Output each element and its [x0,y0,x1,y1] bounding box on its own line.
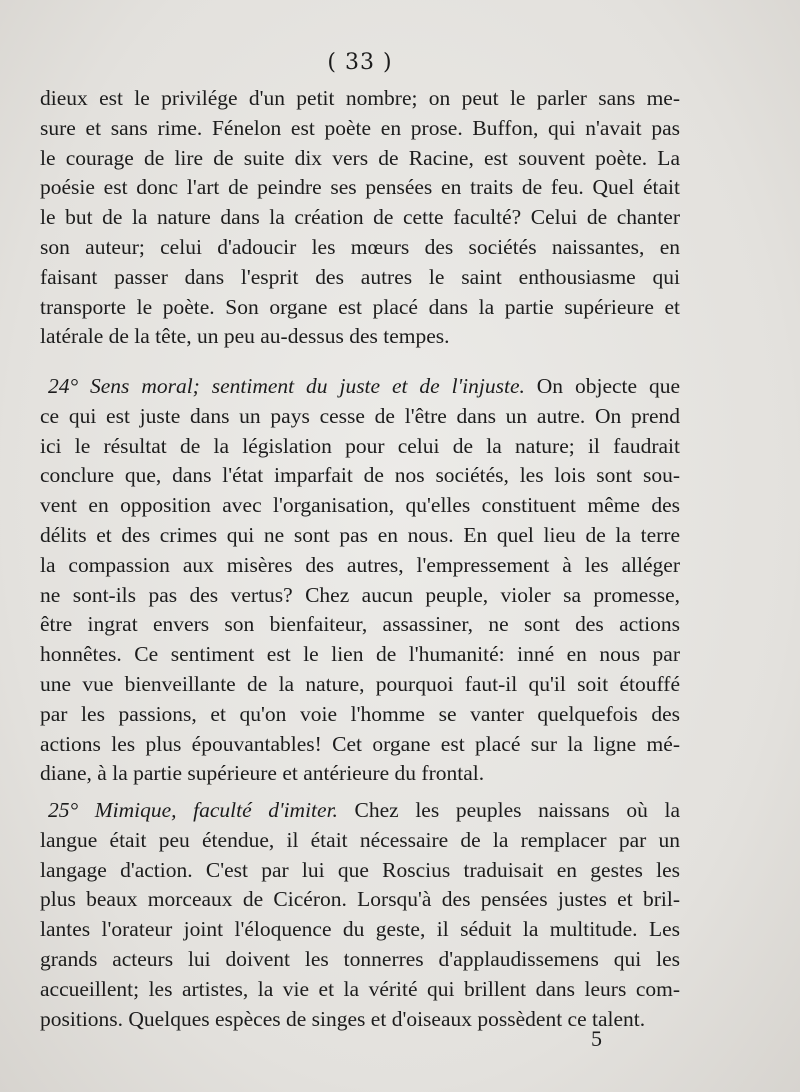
text-line: diane, à la partie supérieure et antérieure du frontal. [40,761,485,786]
text-line: positions. Quelques espèces de singes et d'oiseaux possèdent ce talent. [40,1006,646,1031]
text-line: dieux est le privilége d'un petit nombre; on peut le parler sans me- [40,86,680,110]
text-line: ce qui est juste dans un pays cesse de l'être dans un autre. On prend [40,403,680,428]
paragraph-mimique [40,796,680,1034]
text-line: vent en opposition avec l'organisation, qu'elles constituent même des [40,493,680,518]
page-number: ( 33 ) [327,50,393,75]
text-line: conclure que, dans l'état imparfait de nos sociétés, les lois sont sou- [40,463,680,488]
paragraph-sens-moral [40,372,680,789]
text-line: accueillent; les artistes, la vie et la vérité qui brillent dans leurs com- [40,976,680,1001]
section-heading: 24° Sens moral; sentiment du juste et de l'injuste. [48,374,525,398]
text-line: le but de la nature dans la création de cette faculté? Celui de chanter [40,205,680,230]
text-line [40,372,680,402]
text-line: faisant passer dans l'esprit des autres le saint enthousiasme qui [40,264,680,289]
signature-mark: 5 [591,1026,602,1051]
text-line: transporte le poète. Son organe est placé dans la partie supérieure et [40,294,680,319]
text-line: latérale de la tête, un peu au-dessus des tempes. [40,324,450,349]
text-line: grands acteurs lui doivent les tonnerres d'applaudissemens qui les [40,946,680,971]
text-line: ne sont-ils pas des vertus? Chez aucun peuple, violer sa promesse, [40,582,680,607]
text-line: délits et des crimes qui ne sont pas en nous. En quel lieu de la terre [40,522,680,547]
text-line [40,796,680,826]
text-line: par les passions, et qu'on voie l'homme se vanter quelquefois des [40,701,680,726]
text-line: son auteur; celui d'adoucir les mœurs des sociétés naissantes, en [40,234,680,259]
paragraph-poetry [40,84,680,352]
text-line: sure et sans rime. Fénelon est poète en prose. Buffon, qui n'avait pas [40,115,680,140]
text-line: la compassion aux misères des autres, l'empressement à les alléger [40,552,680,577]
text-line: langue était peu étendue, il était nécessaire de la remplacer par un [40,827,680,852]
text-run: Chez les peuples naissans où la [354,798,680,822]
text-line: le courage de lire de suite dix vers de Racine, est souvent poète. La [40,145,680,170]
text-line: honnêtes. Ce sentiment est le lien de l'humanité: inné en nous par [40,642,680,667]
text-line: être ingrat envers son bienfaiteur, assassiner, ne sont des actions [40,612,680,637]
text-line: lantes l'orateur joint l'éloquence du geste, il séduit la multitude. Les [40,917,680,942]
text-line: plus beaux morceaux de Cicéron. Lorsqu'à des pensées justes et bril- [40,887,680,912]
text-run: On objecte que [536,374,680,398]
text-line: actions les plus épouvantables! Cet organe est placé sur la ligne mé- [40,731,680,756]
text-line: ici le résultat de la législation pour celui de la nature; il faudrait [40,433,680,458]
text-line: langage d'action. C'est par lui que Roscius traduisait en gestes les [40,857,680,882]
section-heading: 25° Mimique, faculté d'imiter. [48,798,338,822]
text-line: poésie est donc l'art de peindre ses pensées en traits de feu. Quel était [40,175,680,200]
text-line: une vue bienveillante de la nature, pourquoi faut-il qu'il soit étouffé [40,671,680,696]
